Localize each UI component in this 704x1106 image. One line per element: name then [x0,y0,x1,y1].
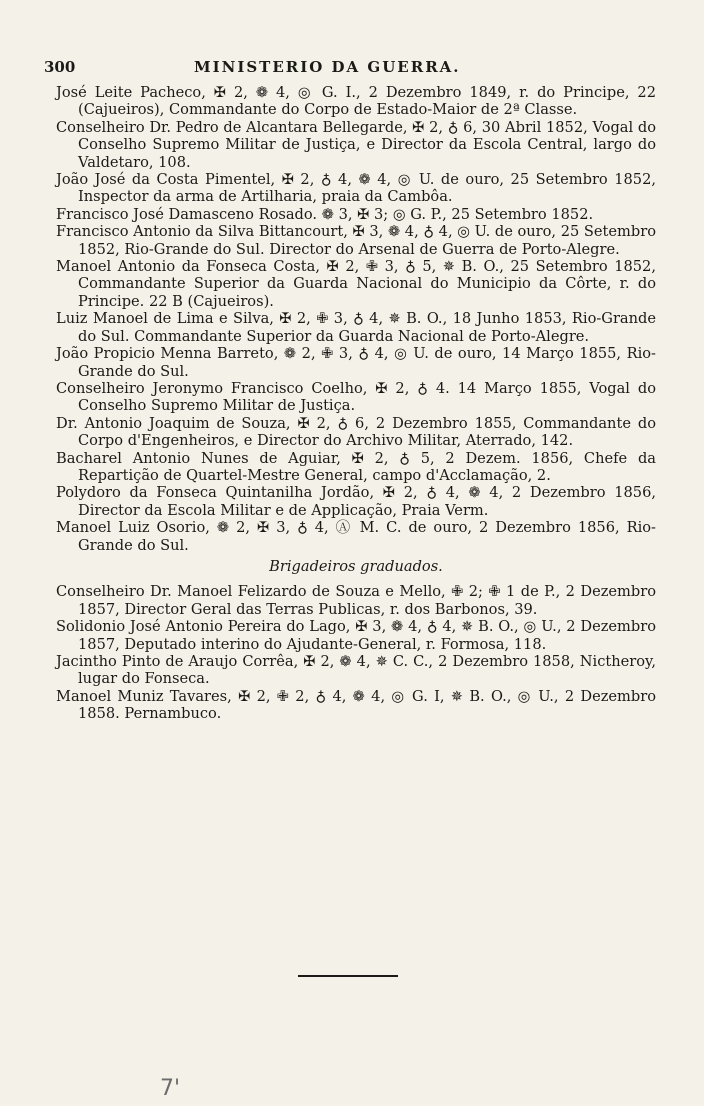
list-item: Manoel Muniz Tavares, ✠ 2, ✙ 2, ♁ 4, ❁ 4, ◎ G. I, ✵ B. O., ◎ U., 2 Dezembro 1858. Pernambuco. [56,687,656,723]
page-number: 300 [44,58,76,76]
running-title: MINISTERIO DA GUERRA. [194,58,461,76]
list-item: Francisco Antonio da Silva Bittancourt, ✠ 3, ❁ 4, ♁ 4, ◎ U. de ouro, 25 Setembro 1852, Rio-Grande do Sul. Director do Arsenal de Guerra de Porto-Alegre. [56,223,656,258]
list-item: Solidonio José Antonio Pereira do Lago, ✠ 3, ❁ 4, ♁ 4, ✵ B. O., ◎ U., 2 Dezembro 1857, Deputado interino do Ajudante-General, r. Formosa, 118. [56,618,656,653]
list-item: Dr. Antonio Joaquim de Souza, ✠ 2, ♁ 6, 2 Dezembro 1855, Commandante do Corpo d'Engenheiros, e Director do Archivo Militar, Aterrado, 142. [56,414,656,450]
list-item: Manoel Luiz Osorio, ❁ 2, ✠ 3, ♁ 4, Ⓐ M. C. de ouro, 2 Dezembro 1856, Rio-Grande do Sul. [56,519,656,554]
list-item: Francisco José Damasceno Rosado. ❁ 3, ✠ 3; ◎ G. P., 25 Setembro 1852. [56,205,594,223]
list-item: Luiz Manoel de Lima e Silva, ✠ 2, ✙ 3, ♁ 4, ✵ B. O., 18 Junho 1853, Rio-Grande do Sul. Commandante Superior da Guarda Nacional de Porto-Alegre. [56,310,656,345]
list-item: Jacintho Pinto de Araujo Corrêa, ✠ 2, ❁ 4, ✵ C. C., 2 Dezembro 1858, Nictheroy, lugar do Fonseca. [56,653,656,688]
pencil-mark: 7' [160,1076,181,1101]
list-item: João José da Costa Pimentel, ✠ 2, ♁ 4, ❁ 4, ◎ U. de ouro, 25 Setembro 1852, Inspector da arma de Artilharia, praia da Cambôa. [56,171,656,206]
list-item: Conselheiro Dr. Pedro de Alcantara Bellegarde, ✠ 2, ♁ 6, 30 Abril 1852, Vogal do Conselho Supremo Militar de Justiça, e Director da Escola Central, largo do Valdetaro, 108. [56,118,656,171]
list-item: José Leite Pacheco, ✠ 2, ❁ 4, ◎ G. I., 2 Dezembro 1849, r. do Principe, 22 (Cajueiros), Commandante do Corpo de Estado-Maior de 2ª Classe. [56,84,656,119]
entries-list [56,84,656,723]
list-item: Polydoro da Fonseca Quintanilha Jordão, ✠ 2, ♁ 4, ❁ 4, 2 Dezembro 1856, Director da Escola Militar e de Applicação, Praia Verm. [56,484,656,519]
list-item: Conselheiro Jeronymo Francisco Coelho, ✠ 2, ♁ 4. 14 Março 1855, Vogal do Conselho Supremo Militar de Justiça. [56,379,656,415]
page-header [44,58,644,80]
list-item: Conselheiro Dr. Manoel Felizardo de Souza e Mello, ✙ 2; ✙ 1 de P., 2 Dezembro 1857, Director Geral das Terras Publicas, r. dos Barbonos, 39. [56,583,656,618]
list-item: Bacharel Antonio Nunes de Aguiar, ✠ 2, ♁ 5, 2 Dezem. 1856, Chefe da Repartição de Quartel-Mestre General, campo d'Acclamação, 2. [56,449,656,484]
list-item: João Propicio Menna Barreto, ❁ 2, ✙ 3, ♁ 4, ◎ U. de ouro, 14 Março 1855, Rio-Grande do Sul. [56,345,656,380]
section-title: Brigadeiros graduados. [269,557,443,575]
list-item: Manoel Antonio da Fonseca Costa, ✠ 2, ✙ 3, ♁ 5, ✵ B. O., 25 Setembro 1852, Commandante Superior da Guarda Nacional do Municipio da Côrte, r. do Principe. 22 B (Cajueiros). [56,258,656,310]
closing-rule [298,975,398,977]
